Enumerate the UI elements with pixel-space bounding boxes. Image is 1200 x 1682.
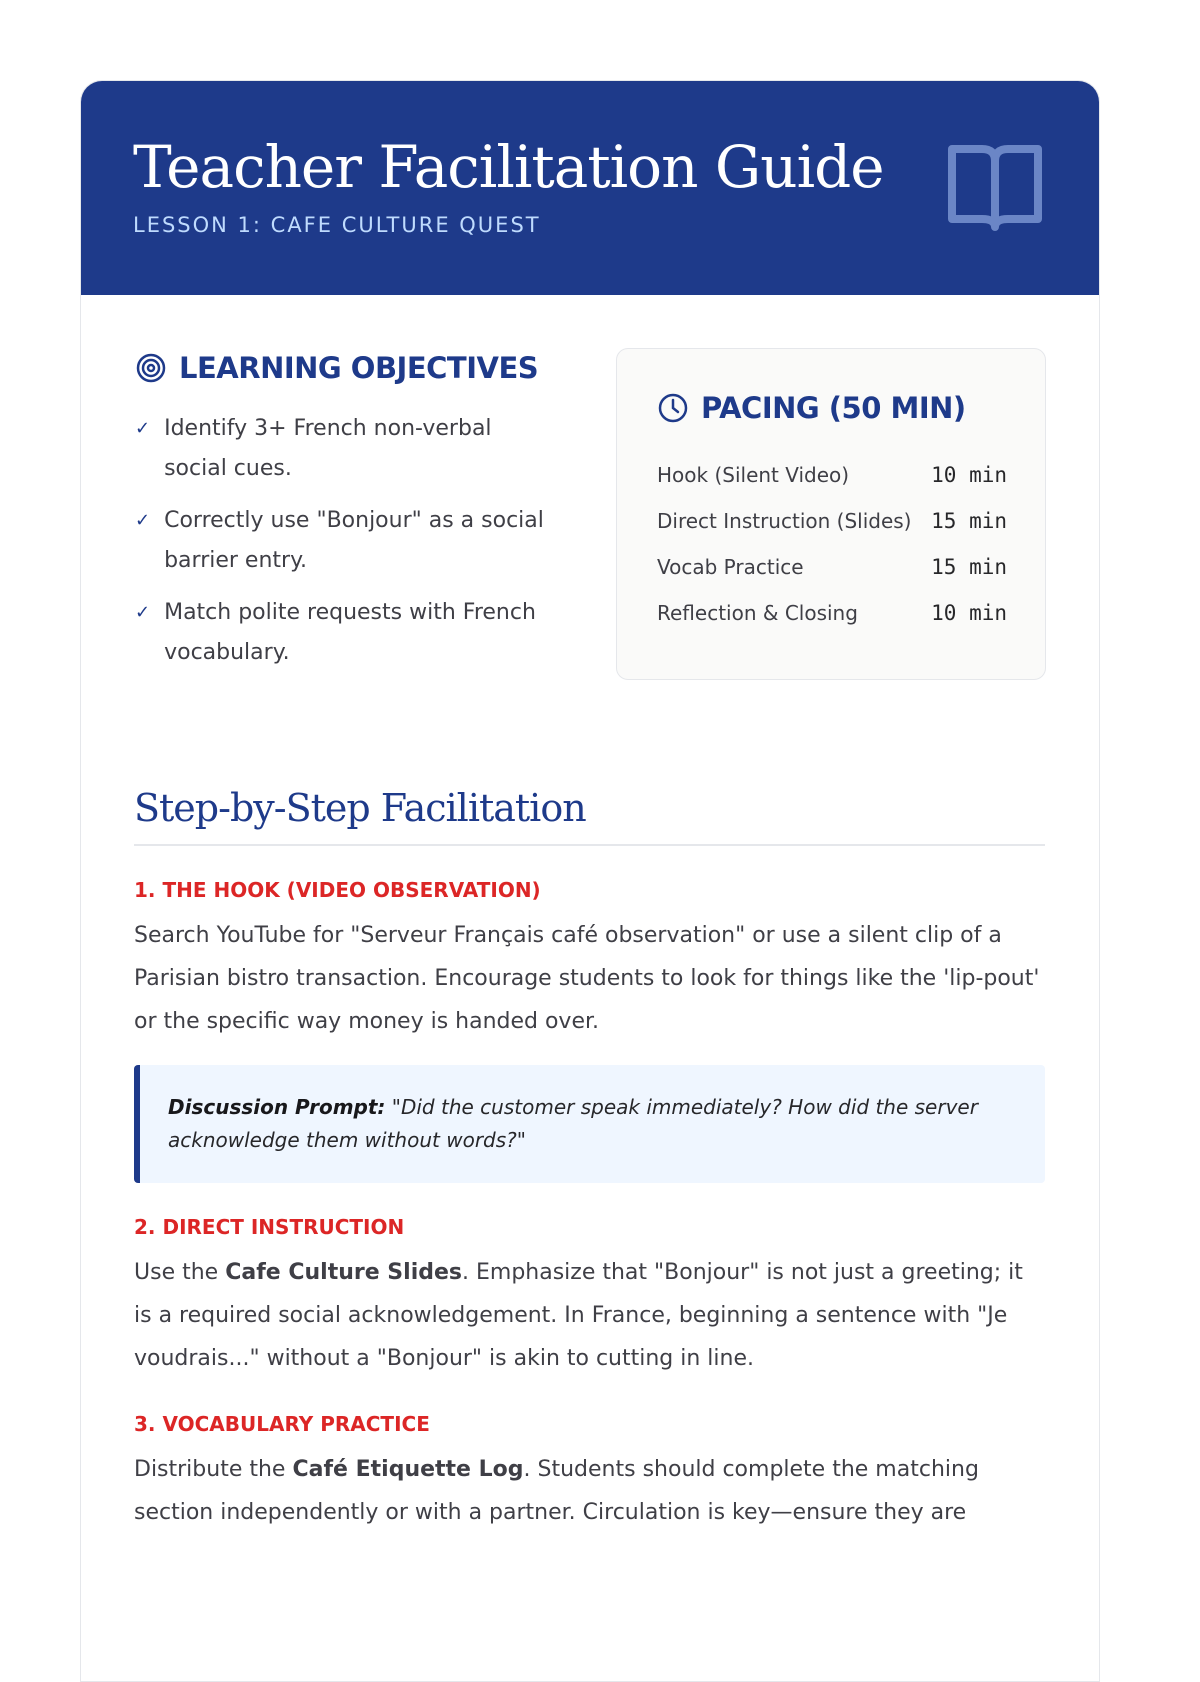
objective-item: ✓ Correctly use "Bonjour" as a social barrier entry. [135,501,555,581]
facilitation-steps [134,786,1045,1534]
target-icon [135,352,167,384]
check-icon: ✓ [135,418,151,439]
page-title: Teacher Facilitation Guide [133,133,884,201]
step-1-title: 1. THE HOOK (VIDEO OBSERVATION) [134,878,541,902]
objectives-heading: LEARNING OBJECTIVES [179,351,539,385]
step-2-text: Use the Cafe Culture Slides. Emphasize that "Bonjour" is not just a greeting; it is a required social acknowledgement. In France, beginning a sentence with "Je voudrais..." without a "Bonjour" is akin to cutting in line. [134,1260,1023,1371]
steps-heading: Step-by-Step Facilitation [134,786,1045,846]
learning-objectives [135,351,555,685]
step-2-title: 2. DIRECT INSTRUCTION [134,1215,405,1239]
check-icon: ✓ [135,510,151,531]
lesson-subtitle: LESSON 1: CAFE CULTURE QUEST [133,213,541,237]
book-open-icon [947,143,1043,233]
objective-item: ✓ Identify 3+ French non-verbal social cues. [135,409,555,489]
clock-icon [657,392,689,424]
step-3-text: Distribute the Café Etiquette Log. Students should complete the matching section independently or with a partner. Circulation is key—ensure they are [134,1457,979,1525]
guide-card [80,80,1100,1682]
pacing-heading: PACING (50 MIN) [701,391,966,425]
log-name: Café Etiquette Log [292,1457,524,1482]
discussion-prompt: Discussion Prompt: "Did the customer speak immediately? How did the server acknowledge them without words?" [134,1065,1045,1183]
pacing-row: Vocab Practice 15 min [657,555,1007,579]
pacing-row: Hook (Silent Video) 10 min [657,463,1007,487]
pacing-box [616,348,1046,680]
objective-item: ✓ Match polite requests with French vocabulary. [135,593,555,673]
check-icon: ✓ [135,602,151,623]
slides-name: Cafe Culture Slides [225,1260,462,1285]
pacing-row: Reflection & Closing 10 min [657,601,1007,625]
step-3-title: 3. VOCABULARY PRACTICE [134,1412,430,1436]
step-1-text: Search YouTube for "Serveur Français café observation" or use a silent clip of a Parisian bistro transaction. Encourage students to look for things like the 'lip-pout' or the specific way money is handed over. [134,923,1040,1034]
pacing-row: Direct Instruction (Slides) 15 min [657,509,1007,533]
header [81,81,1099,295]
